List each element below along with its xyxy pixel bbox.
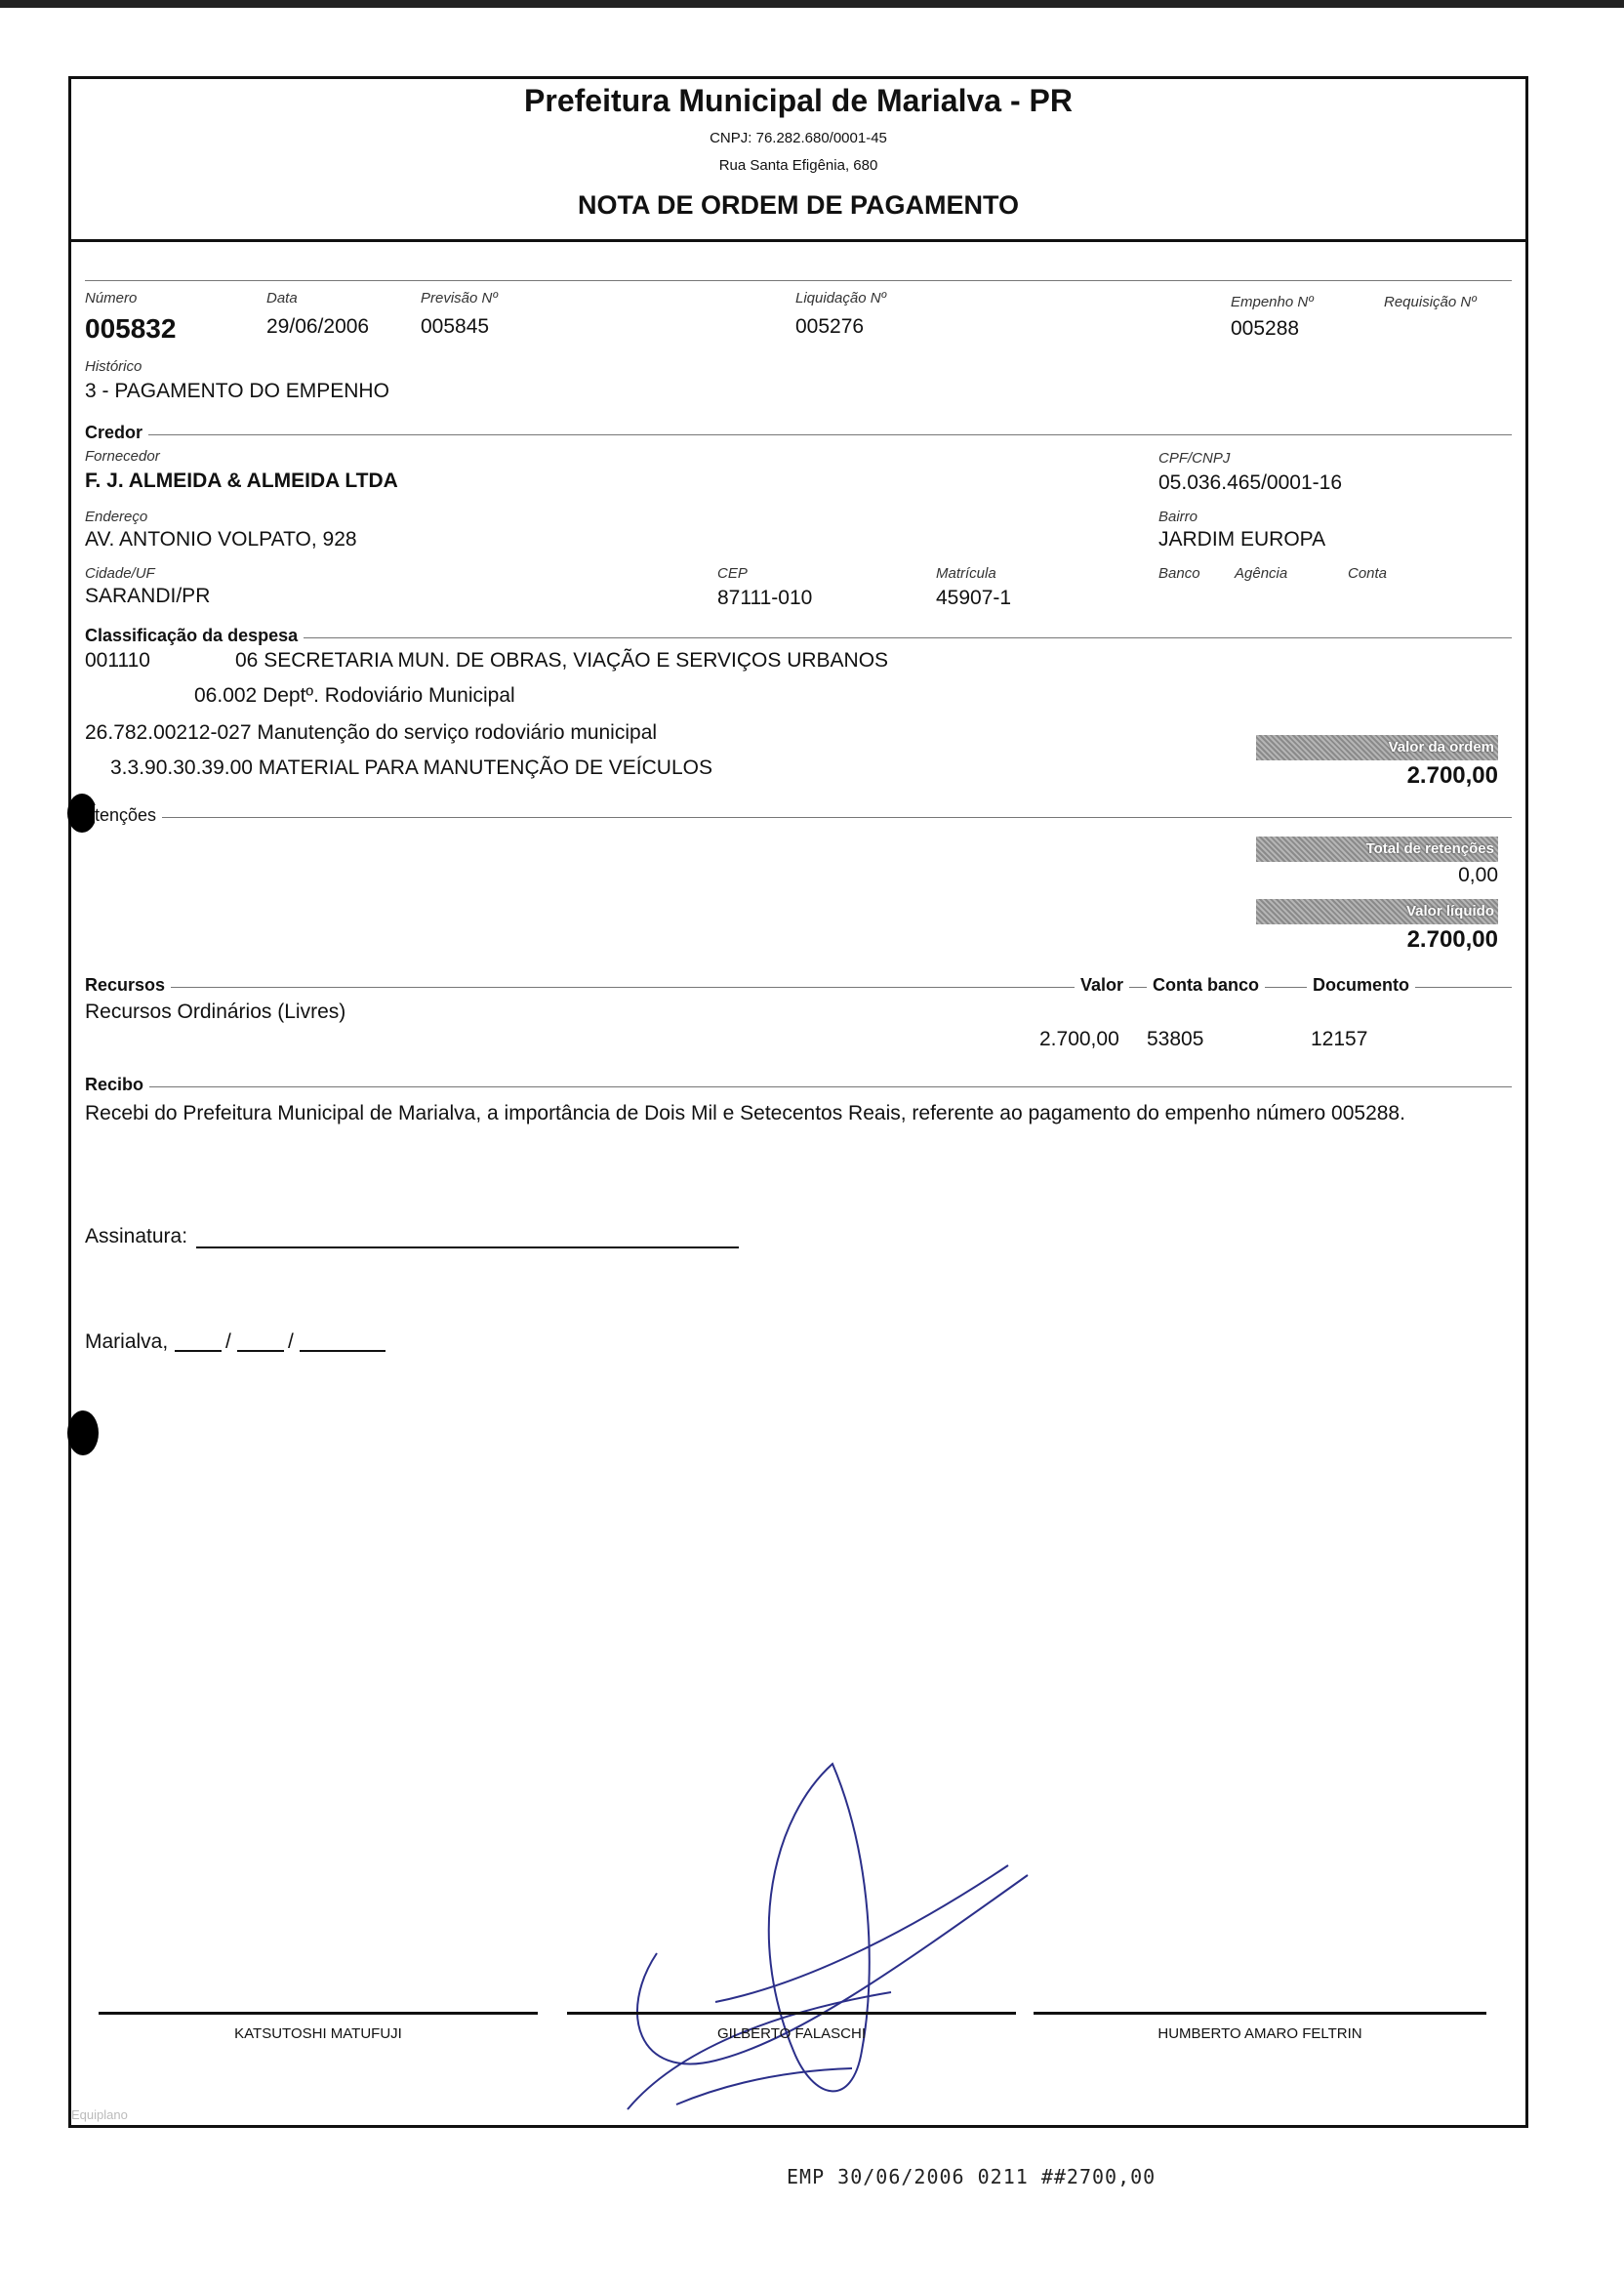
classificacao-line-2: 06.002 Deptº. Rodoviário Municipal	[194, 684, 515, 707]
credor-rule	[85, 434, 1512, 435]
scan-top-edge	[0, 0, 1624, 8]
signature-line-3	[1034, 2012, 1486, 2015]
payment-order-form	[68, 76, 1528, 2128]
cidade-value: SARANDI/PR	[85, 585, 211, 607]
fornecedor-label: Fornecedor	[85, 448, 160, 465]
date-year-line	[300, 1350, 386, 1352]
historico-label: Histórico	[85, 358, 142, 375]
recursos-section-title: Recursos	[85, 975, 171, 996]
signatory-2: GILBERTO FALASCHI	[717, 2025, 866, 2042]
local-data-label: Marialva,	[85, 1330, 169, 1353]
header-divider	[71, 239, 1525, 242]
org-title: Prefeitura Municipal de Marialva - PR	[524, 83, 1073, 118]
empenho-label: Empenho Nº	[1231, 294, 1314, 310]
handwritten-signature	[598, 1758, 1125, 2119]
agencia-label: Agência	[1235, 565, 1288, 582]
valor-liquido-value: 2.700,00	[1406, 926, 1498, 953]
classificacao-code: 001110	[85, 649, 150, 672]
signatory-1: KATSUTOSHI MATUFUJI	[234, 2025, 402, 2042]
matricula-label: Matrícula	[936, 565, 996, 582]
requisicao-label: Requisição Nº	[1384, 294, 1477, 310]
numero-label: Número	[85, 290, 138, 306]
total-retencoes-value: 0,00	[1458, 864, 1498, 886]
date-month-line	[237, 1350, 284, 1352]
cpf-value: 05.036.465/0001-16	[1158, 471, 1343, 494]
signatory-3: HUMBERTO AMARO FELTRIN	[1157, 2025, 1362, 2042]
historico-value: 3 - PAGAMENTO DO EMPENHO	[85, 380, 389, 402]
total-retencoes-label: Total de retenções	[1256, 837, 1498, 862]
liquidacao-value: 005276	[795, 315, 865, 338]
signature-line-1	[99, 2012, 538, 2015]
classificacao-section-title: Classificação da despesa	[85, 626, 304, 646]
recursos-conta-label: Conta banco	[1147, 975, 1265, 996]
org-address: Rua Santa Efigênia, 680	[718, 157, 878, 174]
org-cnpj: CNPJ: 76.282.680/0001-45	[710, 130, 887, 146]
retencoes-rule	[85, 817, 1512, 818]
date-day-line	[175, 1350, 222, 1352]
valor-ordem-value: 2.700,00	[1406, 762, 1498, 789]
bank-stamp: EMP 30/06/2006 0211 ##2700,00	[787, 2165, 1157, 2188]
empenho-value: 005288	[1231, 317, 1300, 340]
credor-section-title: Credor	[85, 423, 148, 443]
recursos-documento-label: Documento	[1307, 975, 1415, 996]
banco-label: Banco	[1158, 565, 1200, 582]
assinatura-label: Assinatura:	[85, 1225, 188, 1247]
classificacao-line-3: 26.782.00212-027 Manutenção do serviço rodoviário municipal	[85, 721, 658, 744]
recursos-descricao: Recursos Ordinários (Livres)	[85, 1001, 346, 1023]
recibo-rule	[85, 1086, 1512, 1087]
software-watermark: Equiplano	[71, 2107, 128, 2122]
assinatura-line	[196, 1246, 739, 1248]
punch-hole-mark	[67, 1410, 99, 1455]
recibo-text: Recebi do Prefeitura Municipal de Marialva, a importância de Dois Mil e Setecentos Reais, referente ao pagamento do empenho número 005288.	[85, 1102, 1405, 1124]
previsao-value: 005845	[421, 315, 490, 338]
data-value: 29/06/2006	[266, 315, 370, 338]
classificacao-line-1: 06 SECRETARIA MUN. DE OBRAS, VIAÇÃO E SERVIÇOS URBANOS	[235, 649, 889, 672]
classificacao-line-4: 3.3.90.30.39.00 MATERIAL PARA MANUTENÇÃO DE VEÍCULOS	[110, 756, 712, 779]
numero-value: 005832	[85, 313, 177, 344]
liquidacao-label: Liquidação Nº	[795, 290, 887, 306]
previsao-label: Previsão Nº	[421, 290, 498, 306]
bairro-value: JARDIM EUROPA	[1158, 528, 1326, 551]
matricula-value: 45907-1	[936, 587, 1012, 609]
recursos-valor: 2.700,00	[1039, 1028, 1119, 1050]
recursos-documento: 12157	[1311, 1028, 1368, 1050]
fornecedor-value: F. J. ALMEIDA & ALMEIDA LTDA	[85, 470, 398, 492]
recibo-section-title: Recibo	[85, 1075, 149, 1095]
recursos-rule	[85, 987, 1512, 988]
document-title: NOTA DE ORDEM DE PAGAMENTO	[577, 190, 1019, 220]
cidade-label: Cidade/UF	[85, 565, 155, 582]
recursos-valor-label: Valor	[1075, 975, 1129, 996]
retencoes-section-title: tenções	[95, 805, 162, 826]
punch-hole-mark	[67, 794, 97, 833]
valor-ordem-label: Valor da ordem	[1256, 735, 1498, 760]
valor-liquido-label: Valor líquido	[1256, 899, 1498, 924]
cep-label: CEP	[717, 565, 748, 582]
signature-line-2	[567, 2012, 1016, 2015]
data-label: Data	[266, 290, 298, 306]
cep-value: 87111-010	[717, 587, 813, 609]
order-top-rule	[85, 280, 1512, 281]
cpf-label: CPF/CNPJ	[1158, 450, 1231, 467]
recursos-conta: 53805	[1147, 1028, 1204, 1050]
bairro-label: Bairro	[1158, 509, 1198, 525]
conta-label: Conta	[1348, 565, 1388, 582]
date-separator-2: /	[288, 1330, 294, 1353]
date-separator-1: /	[225, 1330, 231, 1353]
endereco-label: Endereço	[85, 509, 148, 525]
endereco-value: AV. ANTONIO VOLPATO, 928	[85, 528, 357, 551]
